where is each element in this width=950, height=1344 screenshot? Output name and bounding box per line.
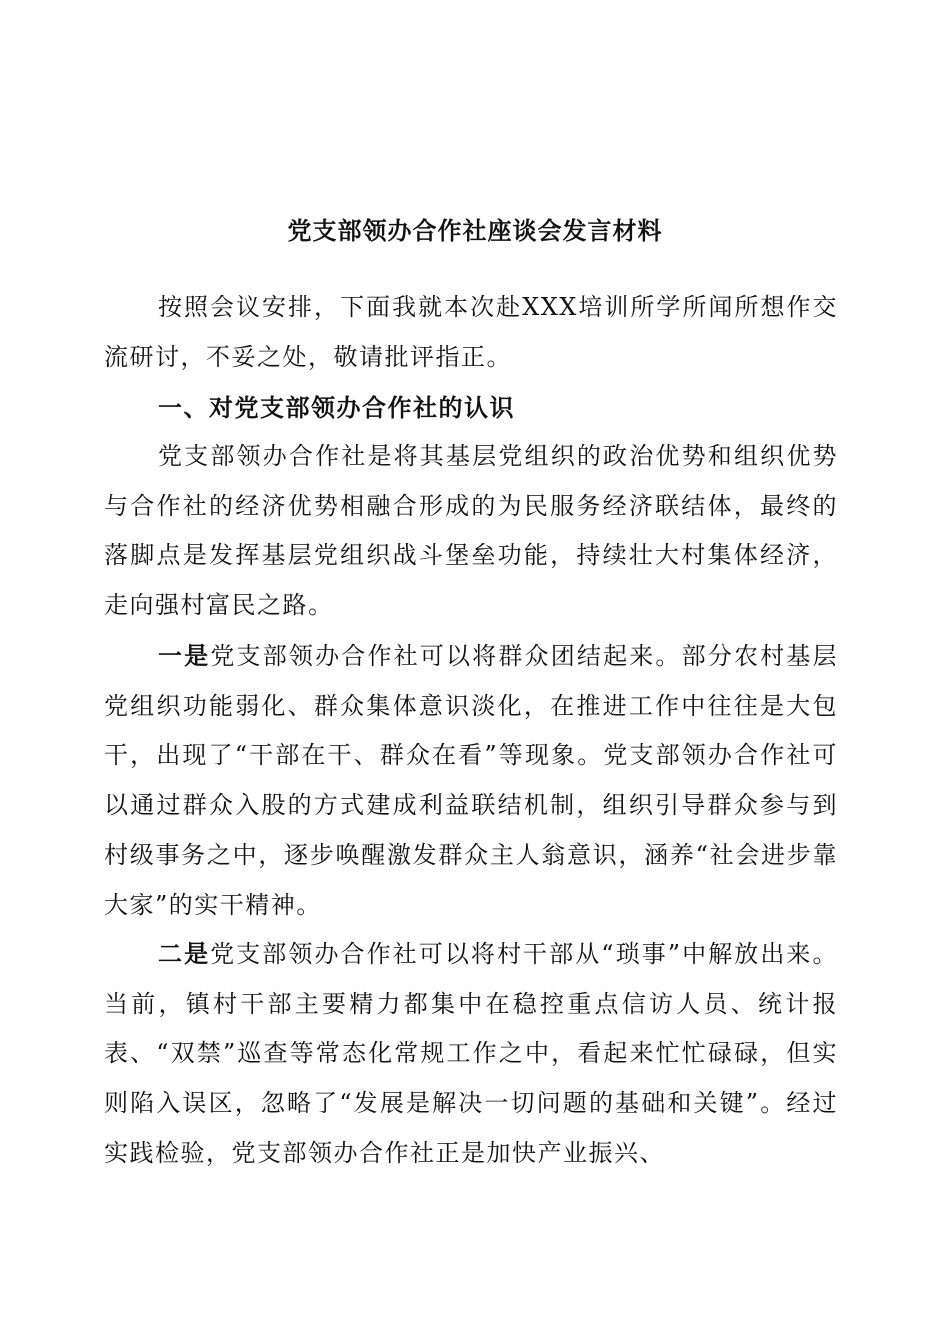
document-title: 党支部领办合作社座谈会发言材料 bbox=[287, 216, 663, 245]
point-one-paragraph bbox=[104, 631, 838, 930]
definition-paragraph: 党支部领办合作社是将其基层党组织的政治优势和组织优势与合作社的经济优势相融合形成的为民服务经济联结体，最终的落脚点是发挥基层党组织战斗堡垒功能，持续壮大村集体经济，走向强村富民之路。 bbox=[104, 442, 838, 620]
point-two-text: 党支部领办合作社可以将村干部从“琐事”中解放出来。当前，镇村干部主要精力都集中在稳控重点信访人员、统计报表、“双禁”巡查等常态化常规工作之中，看起来忙忙碌碌，但实则陷入误区，忽略了“发展是解决一切问题的基础和关键”。经过实践检验，党支部领办合作社正是加快产业振兴、 bbox=[104, 940, 838, 1167]
section-heading: 一、对党支部领办合作社的认识 bbox=[158, 393, 515, 422]
point-one-text: 党支部领办合作社可以将群众团结起来。部分农村基层党组织功能弱化、群众集体意识淡化，在推进工作中往往是大包干，出现了“干部在干、群众在看”等现象。党支部领办合作社可以通过群众入股的方式建成利益联结机制，组织引导群众参与到村级事务之中，逐步唤醒激发群众主人翁意识，涵养“社会进步靠大家”的实干精神。 bbox=[104, 642, 839, 919]
intro-paragraph: 按照会议安排，下面我就本次赴XXX培训所学所闻所想作交流研讨，不妥之处，敬请批评指正。 bbox=[104, 293, 838, 371]
point-two-paragraph bbox=[104, 929, 838, 1179]
point-two-lead: 二是 bbox=[158, 939, 211, 968]
point-one-lead: 一是 bbox=[158, 641, 211, 670]
